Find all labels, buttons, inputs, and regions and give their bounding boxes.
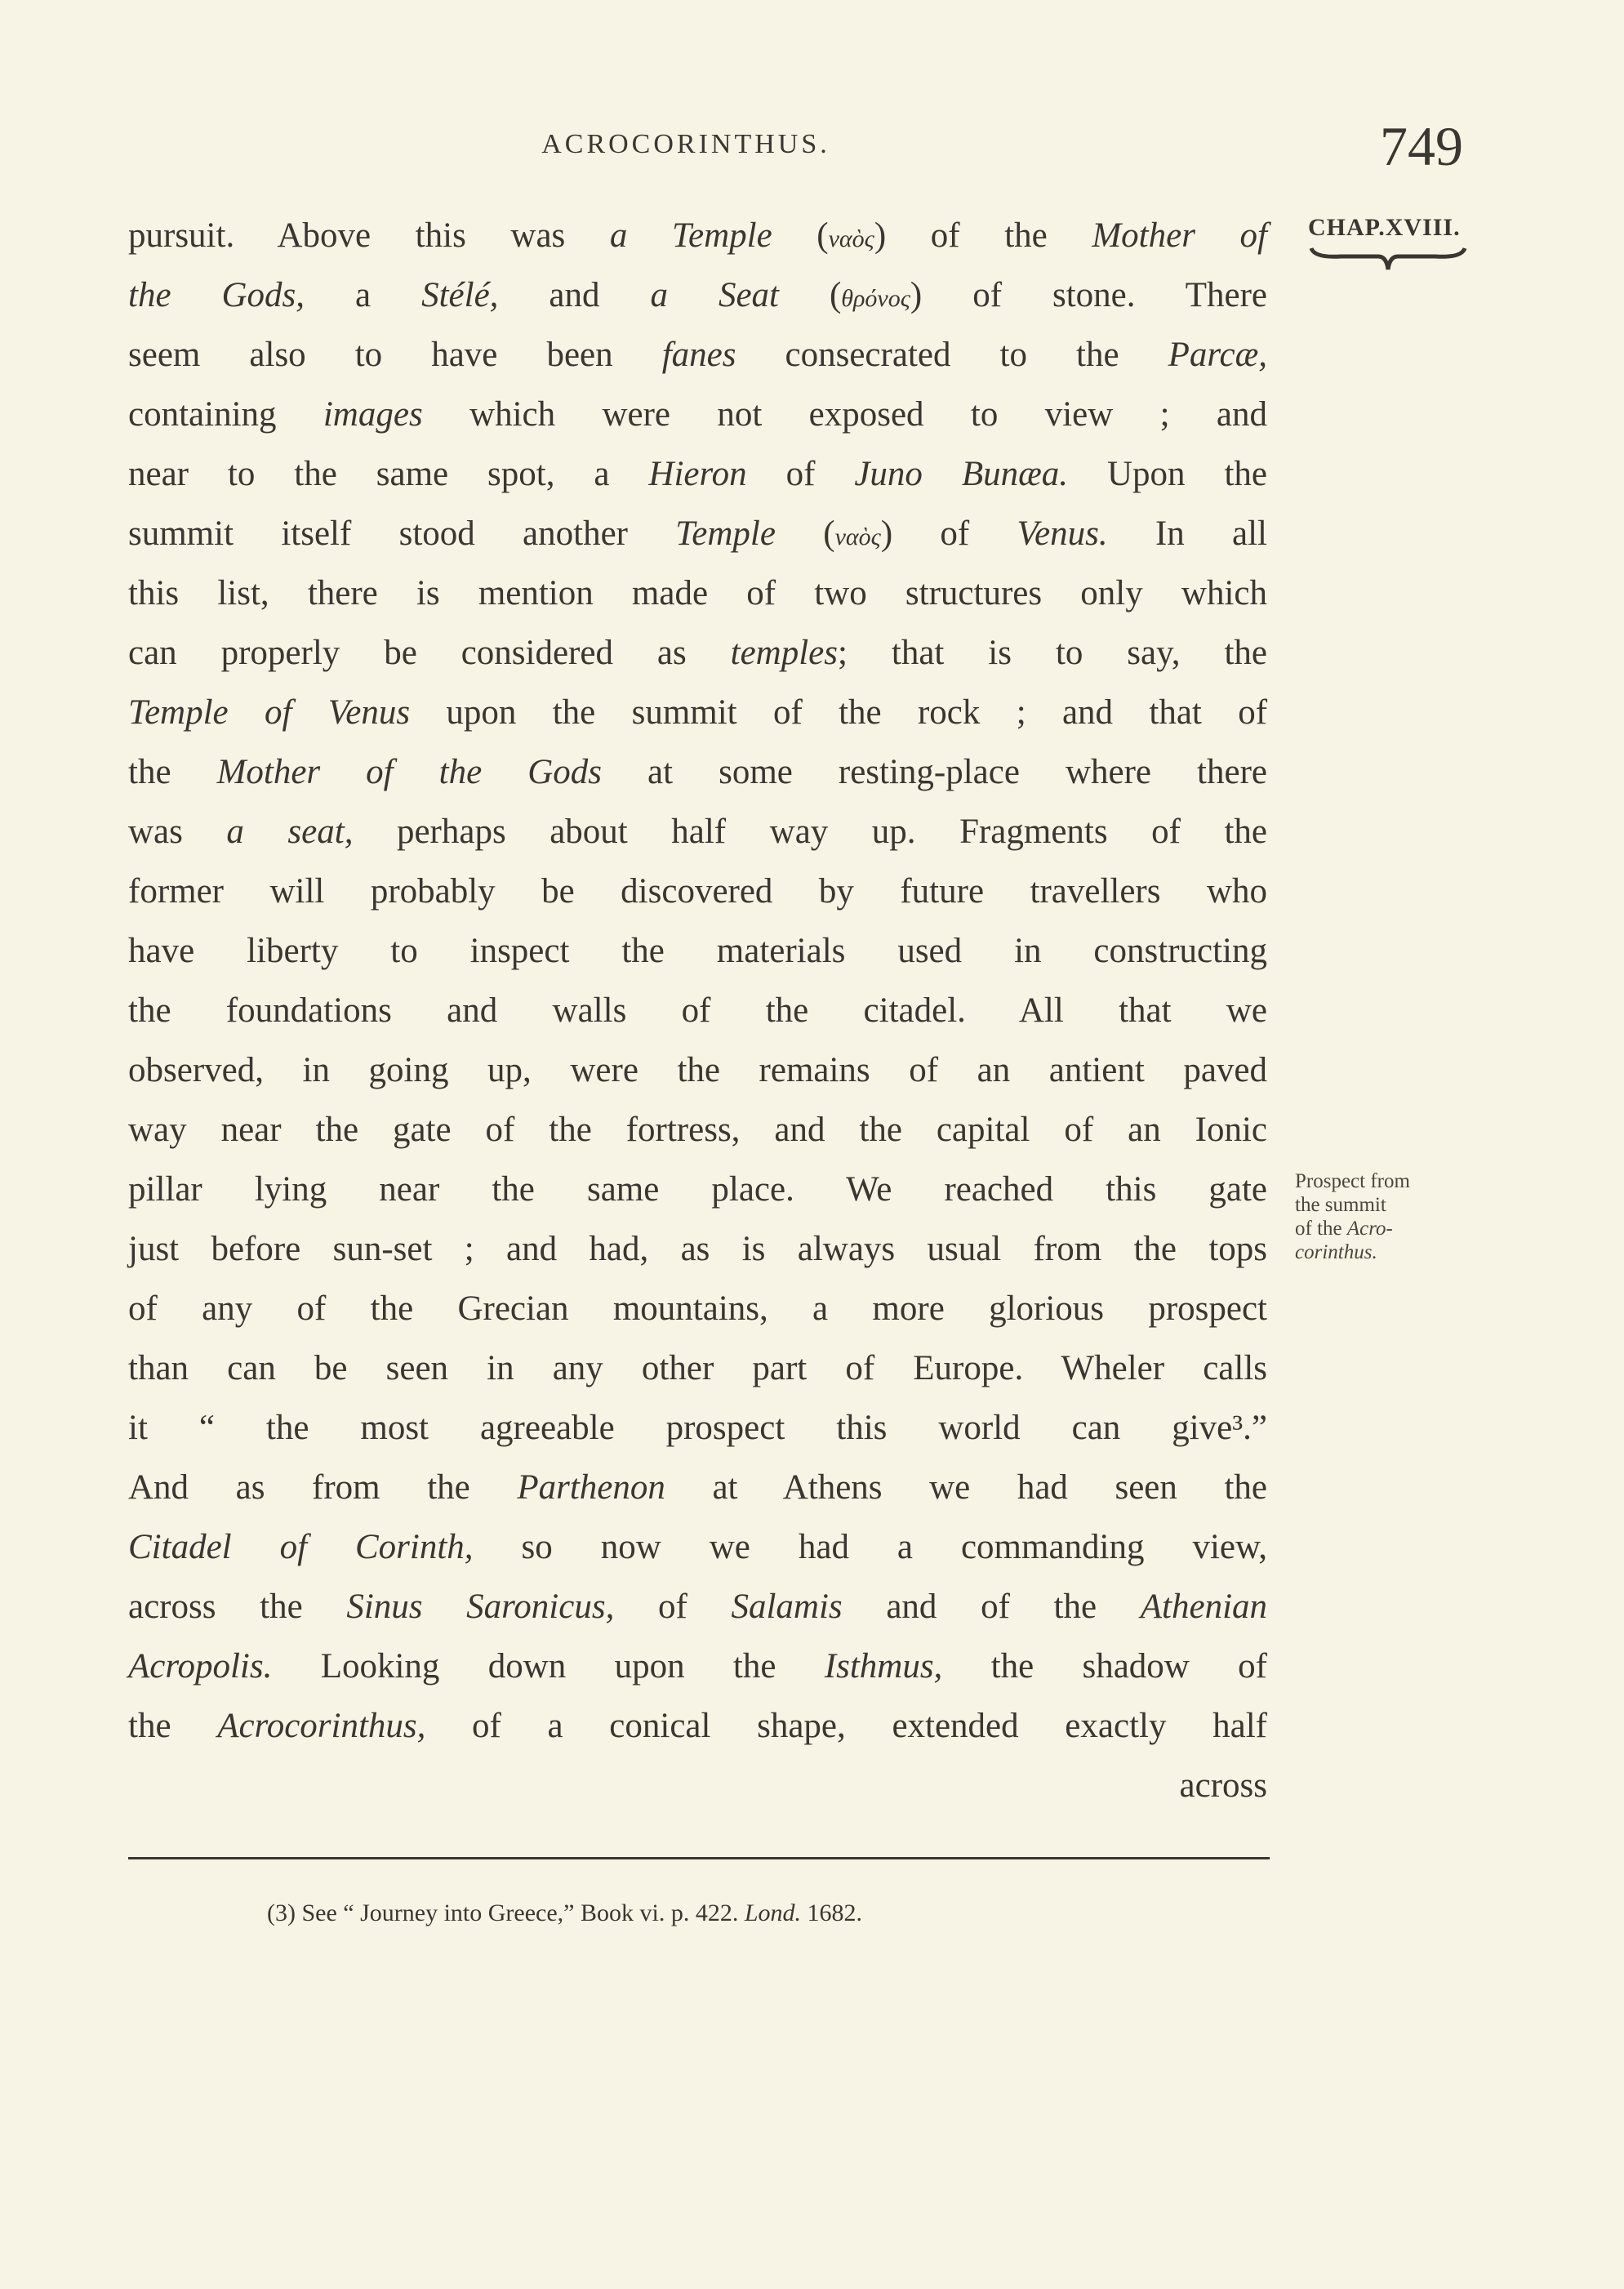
text-segment: this list, there is mention made of two structures only which: [128, 574, 1267, 612]
text-segment: observed, in going up, were the remains of an antient paved: [128, 1051, 1267, 1089]
italic-text: Athenian: [1140, 1588, 1268, 1626]
text-segment: it “ the most agreeable prospect this world can give³.”: [128, 1409, 1267, 1447]
italic-text: Citadel of Corinth,: [128, 1528, 474, 1566]
text-segment: summit itself stood another: [128, 514, 676, 553]
italic-text: Isthmus,: [824, 1647, 943, 1686]
text-line: [128, 1696, 1267, 1756]
italic-text: Parcæ,: [1168, 336, 1268, 374]
italic-text: Sinus Saronicus,: [346, 1588, 615, 1626]
page-number: 749: [1380, 115, 1463, 177]
italic-text: Venus.: [1017, 514, 1108, 553]
text-segment: of a conical shape, extended exactly half: [425, 1707, 1267, 1745]
sidenote: [1295, 1169, 1410, 1264]
text-segment: was: [128, 813, 227, 851]
text-segment: (: [772, 216, 829, 255]
text-segment: of: [746, 455, 855, 493]
text-segment: perhaps about half way up. Fragments of the: [353, 813, 1267, 851]
text-line: [128, 683, 1267, 742]
chapter-label: CHAP.XVIII.: [1308, 214, 1461, 241]
text-segment: at some resting-place where there: [602, 753, 1267, 791]
text-segment: ) of the: [874, 216, 1092, 255]
sidenote-italic: Acro-: [1346, 1218, 1393, 1240]
text-segment: near to the same spot, a: [128, 455, 649, 493]
text-line: [128, 1577, 1267, 1637]
text-segment: can properly be considered as: [128, 634, 731, 672]
italic-text: Juno Bunæa.: [854, 455, 1069, 493]
text-segment: In all: [1107, 514, 1268, 553]
text-line: [128, 862, 1267, 921]
text-segment: than can be seen in any other part of Europe. Wheler calls: [128, 1349, 1267, 1387]
text-segment: pursuit. Above this was: [128, 216, 610, 255]
text-line: [128, 981, 1267, 1040]
running-head: ACROCORINTHUS.: [541, 129, 830, 159]
text-segment: which were not exposed to view ; and: [422, 395, 1267, 434]
text-segment: across: [1179, 1766, 1267, 1805]
text-segment: of any of the Grecian mountains, a more glorious prospect: [128, 1289, 1267, 1328]
italic-text: Stélé,: [421, 276, 499, 314]
italic-text: Parthenon: [517, 1468, 665, 1507]
text-line: [128, 444, 1267, 504]
text-line: [128, 623, 1267, 683]
italic-text: Hieron: [648, 455, 747, 493]
text-segment: containing: [128, 395, 323, 434]
text-segment: the foundations and walls of the citadel. All that we: [128, 991, 1267, 1030]
greek-word: ναὸς: [834, 523, 881, 550]
text-segment: and of the: [842, 1588, 1141, 1626]
text-segment: so now we had a commanding view,: [473, 1528, 1267, 1566]
text-line: [128, 206, 1267, 265]
greek-word: θρόνος: [841, 285, 910, 312]
italic-text: fanes: [661, 336, 736, 374]
sidenote-line: [1295, 1217, 1410, 1240]
text-segment: way near the gate of the fortress, and the capital of an Ionic: [128, 1111, 1267, 1149]
text-segment: just before sun-set ; and had, as is always usual from the tops: [128, 1230, 1267, 1268]
text-segment: seem also to have been: [128, 336, 662, 374]
body-text: [128, 206, 1267, 1815]
text-segment: the shadow of: [942, 1647, 1267, 1686]
text-segment: (: [775, 514, 835, 553]
text-segment: ) of: [880, 514, 1017, 553]
text-line: [128, 1040, 1267, 1100]
greek-word: ναὸς: [828, 225, 874, 252]
text-segment: Looking down upon the: [272, 1647, 825, 1686]
text-line: [128, 1100, 1267, 1160]
text-line: [128, 921, 1267, 981]
text-segment: And as from the: [128, 1468, 518, 1507]
text-segment: (: [778, 276, 842, 314]
brace-ornament: [1308, 245, 1468, 274]
footnote-text: (3) See “ Journey into Greece,” Book vi. p. 422.: [267, 1899, 745, 1926]
text-line: [128, 325, 1267, 385]
italic-text: Temple of Venus: [128, 693, 411, 732]
text-line: [128, 1637, 1267, 1696]
footnote-italic: Lond.: [744, 1899, 802, 1926]
italic-text: a Temple: [609, 216, 772, 255]
text-segment: and: [498, 276, 651, 314]
text-line: [128, 385, 1267, 444]
sidenote-line: the summit: [1295, 1194, 1386, 1216]
italic-text: temples: [730, 634, 838, 672]
sidenote-line: corinthus.: [1295, 1241, 1377, 1263]
text-segment: at Athens we had seen the: [665, 1468, 1268, 1507]
italic-text: Acropolis.: [128, 1647, 273, 1686]
sidenote-text: of the: [1295, 1218, 1347, 1240]
text-line: [128, 742, 1267, 802]
italic-text: Mother of the Gods: [216, 753, 602, 791]
italic-text: Acrocorinthus,: [217, 1707, 426, 1745]
text-line: [128, 1756, 1267, 1815]
text-line: [128, 802, 1267, 862]
text-line: [128, 1338, 1267, 1398]
italic-text: a seat,: [226, 813, 354, 851]
italic-text: images: [323, 395, 423, 434]
footnote-tail: 1682.: [801, 1899, 863, 1926]
text-line: [128, 1517, 1267, 1577]
italic-text: Mother of: [1092, 216, 1267, 255]
italic-text: Temple: [675, 514, 776, 553]
text-segment: the: [128, 1707, 218, 1745]
text-segment: pillar lying near the same place. We reached this gate: [128, 1170, 1267, 1209]
text-segment: across the: [128, 1588, 347, 1626]
text-segment: ; that is to say, the: [838, 634, 1267, 672]
text-segment: former will probably be discovered by future travellers who: [128, 872, 1267, 911]
text-segment: upon the summit of the rock ; and that of: [410, 693, 1268, 732]
text-segment: the: [128, 753, 217, 791]
footnote: [267, 1899, 862, 1927]
italic-text: a Seat: [650, 276, 779, 314]
text-line: [128, 265, 1267, 325]
italic-text: the Gods,: [128, 276, 305, 314]
text-line: [128, 563, 1267, 623]
italic-text: Salamis: [731, 1588, 843, 1626]
text-line: [128, 1458, 1267, 1517]
text-line: [128, 1398, 1267, 1458]
text-line: [128, 1219, 1267, 1279]
text-segment: ) of stone. There: [910, 276, 1267, 314]
sidenote-line: Prospect from: [1295, 1170, 1410, 1192]
text-segment: of: [614, 1588, 732, 1626]
text-line: [128, 1160, 1267, 1219]
text-line: [128, 1279, 1267, 1338]
text-segment: have liberty to inspect the materials used in constructing: [128, 932, 1267, 970]
text-line: [128, 504, 1267, 563]
text-segment: Upon the: [1068, 455, 1267, 493]
text-segment: a: [305, 276, 422, 314]
text-segment: consecrated to the: [736, 336, 1168, 374]
footnote-rule: [128, 1857, 1270, 1859]
